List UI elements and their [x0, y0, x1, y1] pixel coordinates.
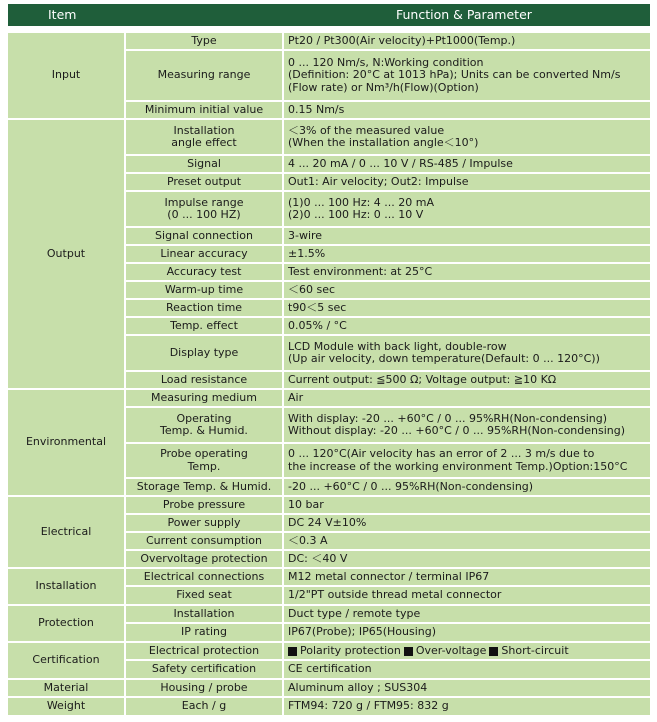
label-load-resistance: Load resistance	[126, 372, 282, 388]
value-ip-rating: IP67(Probe); IP65(Housing)	[284, 624, 650, 641]
label-safety-certification: Safety certification	[126, 661, 282, 678]
label-minimum-initial: Minimum initial value	[126, 102, 282, 118]
label-overvoltage: Overvoltage protection	[126, 551, 282, 567]
value-temp-effect: 0.05% / °C	[284, 318, 650, 334]
label-measuring-medium: Measuring medium	[126, 390, 282, 406]
header-item: Item	[48, 7, 77, 22]
header-function: Function & Parameter	[396, 7, 532, 22]
label-installation-angle: Installation angle effect	[126, 120, 282, 154]
section-input: Input	[8, 33, 124, 118]
value-power-supply: DC 24 V±10%	[284, 515, 650, 531]
value-electrical-connections: M12 metal connector / terminal IP67	[284, 569, 650, 585]
section-weight: Weight	[8, 698, 124, 715]
section-certification: Certification	[8, 643, 124, 678]
label-impulse-range: Impulse range (0 ... 100 HZ)	[126, 192, 282, 226]
label-operating-temp: Operating Temp. & Humid.	[126, 408, 282, 442]
label-probe-operating: Probe operating Temp.	[126, 444, 282, 477]
label-type: Type	[126, 33, 282, 49]
value-warmup-time: ＜60 sec	[284, 282, 650, 298]
value-installation-type: Duct type / remote type	[284, 606, 650, 622]
label-ip-rating: IP rating	[126, 624, 282, 641]
value-reaction-time: t90＜5 sec	[284, 300, 650, 316]
section-installation: Installation	[8, 569, 124, 604]
section-material: Material	[8, 680, 124, 696]
value-accuracy-test: Test environment: at 25°C	[284, 264, 650, 280]
value-type: Pt20 / Pt300(Air velocity)+Pt1000(Temp.)	[284, 33, 650, 49]
value-housing-probe: Aluminum alloy ; SUS304	[284, 680, 650, 696]
section-protection: Protection	[8, 606, 124, 641]
label-electrical-protection: Electrical protection	[126, 643, 282, 659]
value-measuring-range: 0 ... 120 Nm/s, N:Working condition (Definition: 20°C at 1013 hPa); Units can be converted Nm/s (Flow rate) or Nm³/h(Flow)(Option)	[284, 51, 650, 100]
value-signal-connection: 3-wire	[284, 228, 650, 244]
value-electrical-protection: Polarity protection Over-voltage Short-circuit	[284, 643, 650, 659]
label-signal: Signal	[126, 156, 282, 172]
section-electrical: Electrical	[8, 497, 124, 567]
value-preset-output: Out1: Air velocity; Out2: Impulse	[284, 174, 650, 190]
label-electrical-connections: Electrical connections	[126, 569, 282, 585]
value-fixed-seat: 1/2"PT outside thread metal connector	[284, 587, 650, 604]
label-probe-pressure: Probe pressure	[126, 497, 282, 513]
value-operating-temp: With display: -20 ... +60°C / 0 ... 95%RH(Non-condensing) Without display: -20 ... +60°C / 0 ... 95%RH(Non-condensing)	[284, 408, 650, 442]
bullet-square-icon	[288, 647, 297, 656]
value-current-consumption: ＜0.3 A	[284, 533, 650, 549]
label-current-consumption: Current consumption	[126, 533, 282, 549]
value-probe-operating: 0 ... 120°C(Air velocity has an error of 2 ... 3 m/s due to the increase of the working environment Temp.)Option:150°C	[284, 444, 650, 477]
value-linear-accuracy: ±1.5%	[284, 246, 650, 262]
value-display-type: LCD Module with back light, double-row (Up air velocity, down temperature(Default: 0 ... 120°C))	[284, 336, 650, 370]
label-reaction-time: Reaction time	[126, 300, 282, 316]
label-measuring-range: Measuring range	[126, 51, 282, 100]
value-overvoltage: DC: ＜40 V	[284, 551, 650, 567]
label-display-type: Display type	[126, 336, 282, 370]
bullet-square-icon	[404, 647, 413, 656]
value-storage-temp: -20 ... +60°C / 0 ... 95%RH(Non-condensing)	[284, 479, 650, 495]
section-environmental: Environmental	[8, 390, 124, 495]
value-each-g: FTM94: 720 g / FTM95: 832 g	[284, 698, 650, 715]
value-measuring-medium: Air	[284, 390, 650, 406]
label-each-g: Each / g	[126, 698, 282, 715]
value-installation-angle: ＜3% of the measured value (When the installation angle＜10°)	[284, 120, 650, 154]
value-impulse-range: (1)0 ... 100 Hz: 4 ... 20 mA (2)0 ... 100 Hz: 0 ... 10 V	[284, 192, 650, 226]
label-signal-connection: Signal connection	[126, 228, 282, 244]
label-temp-effect: Temp. effect	[126, 318, 282, 334]
table-header	[8, 4, 650, 26]
value-load-resistance: Current output: ≦500 Ω; Voltage output: ≧10 KΩ	[284, 372, 650, 388]
label-preset-output: Preset output	[126, 174, 282, 190]
section-output: Output	[8, 120, 124, 388]
value-probe-pressure: 10 bar	[284, 497, 650, 513]
spec-table	[8, 33, 650, 715]
label-accuracy-test: Accuracy test	[126, 264, 282, 280]
label-linear-accuracy: Linear accuracy	[126, 246, 282, 262]
value-minimum-initial: 0.15 Nm/s	[284, 102, 650, 118]
label-storage-temp: Storage Temp. & Humid.	[126, 479, 282, 495]
label-fixed-seat: Fixed seat	[126, 587, 282, 604]
label-housing-probe: Housing / probe	[126, 680, 282, 696]
value-safety-certification: CE certification	[284, 661, 650, 678]
value-signal: 4 ... 20 mA / 0 ... 10 V / RS-485 / Impulse	[284, 156, 650, 172]
label-installation-type: Installation	[126, 606, 282, 622]
bullet-square-icon	[489, 647, 498, 656]
label-power-supply: Power supply	[126, 515, 282, 531]
label-warmup-time: Warm-up time	[126, 282, 282, 298]
